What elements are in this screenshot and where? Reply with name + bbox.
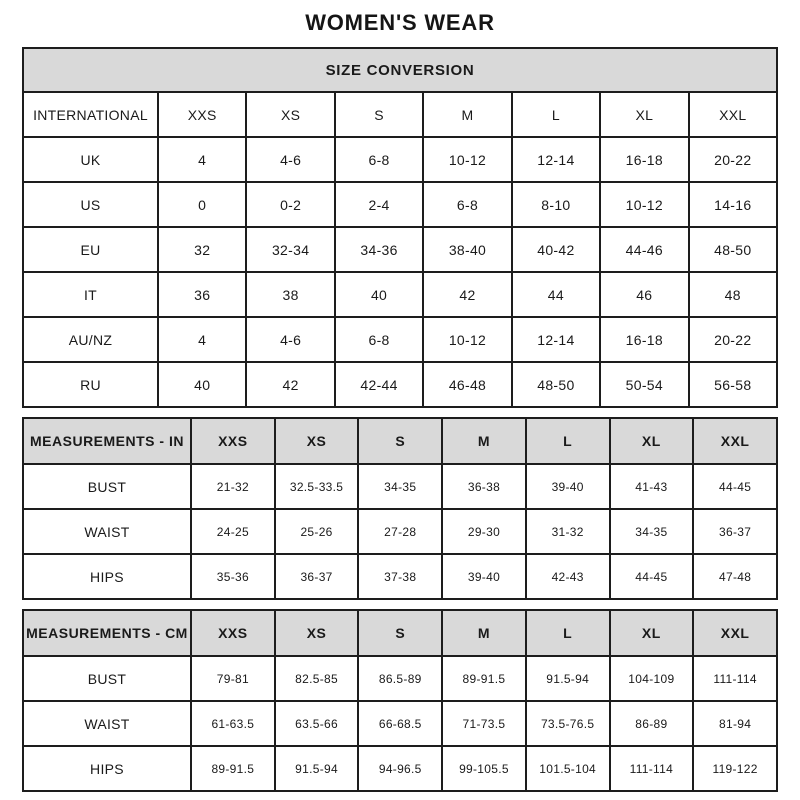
measurements-in-col-header: L xyxy=(526,418,610,464)
size-conversion-header-row xyxy=(23,92,777,137)
measurements-cm-col-header: L xyxy=(526,610,610,656)
size-conversion-value-cell: 42 xyxy=(246,362,334,407)
size-conversion-table xyxy=(22,47,778,408)
size-conversion-col-header: L xyxy=(512,92,600,137)
measurements-cm-value-cell: 86.5-89 xyxy=(358,656,442,701)
size-conversion-value-cell: 20-22 xyxy=(689,137,777,182)
measurements-in-value-cell: 37-38 xyxy=(358,554,442,599)
measurements-in-value-cell: 39-40 xyxy=(526,464,610,509)
size-conversion-value-cell: 4-6 xyxy=(246,317,334,362)
measurements-cm-table xyxy=(22,609,778,792)
measurements-in-value-cell: 25-26 xyxy=(275,509,359,554)
size-conversion-value-cell: 46-48 xyxy=(423,362,511,407)
measurements-in-value-cell: 32.5-33.5 xyxy=(275,464,359,509)
measurements-cm-col-header: M xyxy=(442,610,526,656)
measurements-in-value-cell: 24-25 xyxy=(191,509,275,554)
size-conversion-value-cell: 10-12 xyxy=(423,137,511,182)
measurements-cm-value-cell: 91.5-94 xyxy=(275,746,359,791)
size-conversion-value-cell: 36 xyxy=(158,272,246,317)
size-conversion-value-cell: 8-10 xyxy=(512,182,600,227)
measurements-in-header-row xyxy=(23,418,777,464)
table-row xyxy=(23,701,777,746)
size-conversion-value-cell: 48-50 xyxy=(512,362,600,407)
measurements-cm-value-cell: 89-91.5 xyxy=(442,656,526,701)
measurements-cm-value-cell: 111-114 xyxy=(610,746,694,791)
size-conversion-value-cell: 6-8 xyxy=(423,182,511,227)
measurements-cm-col-header: XS xyxy=(275,610,359,656)
size-conversion-title-cell: SIZE CONVERSION xyxy=(23,48,777,92)
size-conversion-col-header: S xyxy=(335,92,423,137)
measurements-in-col-header: S xyxy=(358,418,442,464)
size-conversion-value-cell: 12-14 xyxy=(512,137,600,182)
size-conversion-value-cell: 16-18 xyxy=(600,317,688,362)
measurements-cm-value-cell: 73.5-76.5 xyxy=(526,701,610,746)
measurements-cm-value-cell: 99-105.5 xyxy=(442,746,526,791)
size-conversion-row-label: EU xyxy=(23,227,158,272)
size-conversion-row-label: RU xyxy=(23,362,158,407)
size-conversion-value-cell: 10-12 xyxy=(600,182,688,227)
size-conversion-value-cell: 2-4 xyxy=(335,182,423,227)
measurements-in-value-cell: 34-35 xyxy=(358,464,442,509)
measurements-cm-value-cell: 111-114 xyxy=(693,656,777,701)
measurements-in-value-cell: 42-43 xyxy=(526,554,610,599)
measurements-in-value-cell: 44-45 xyxy=(693,464,777,509)
size-conversion-value-cell: 20-22 xyxy=(689,317,777,362)
page-title: WOMEN'S WEAR xyxy=(305,10,495,35)
measurements-cm-value-cell: 79-81 xyxy=(191,656,275,701)
size-conversion-value-cell: 44-46 xyxy=(600,227,688,272)
size-conversion-col-header: M xyxy=(423,92,511,137)
size-conversion-value-cell: 14-16 xyxy=(689,182,777,227)
measurements-in-value-cell: 27-28 xyxy=(358,509,442,554)
measurements-cm-row-label: HIPS xyxy=(23,746,191,791)
size-conversion-row-label: IT xyxy=(23,272,158,317)
measurements-cm-col-header: XL xyxy=(610,610,694,656)
size-conversion-value-cell: 10-12 xyxy=(423,317,511,362)
measurements-in-value-cell: 35-36 xyxy=(191,554,275,599)
table-row xyxy=(23,272,777,317)
size-conversion-value-cell: 42 xyxy=(423,272,511,317)
table-row xyxy=(23,554,777,599)
measurements-cm-header-row xyxy=(23,610,777,656)
size-conversion-value-cell: 40-42 xyxy=(512,227,600,272)
size-conversion-col-header: XXS xyxy=(158,92,246,137)
size-conversion-value-cell: 0 xyxy=(158,182,246,227)
size-conversion-row-label: UK xyxy=(23,137,158,182)
size-conversion-value-cell: 48-50 xyxy=(689,227,777,272)
measurements-in-row-label: WAIST xyxy=(23,509,191,554)
size-conversion-title-row xyxy=(23,48,777,92)
measurements-cm-value-cell: 66-68.5 xyxy=(358,701,442,746)
size-conversion-value-cell: 4 xyxy=(158,317,246,362)
size-conversion-value-cell: 0-2 xyxy=(246,182,334,227)
size-conversion-value-cell: 12-14 xyxy=(512,317,600,362)
measurements-cm-value-cell: 86-89 xyxy=(610,701,694,746)
table-row xyxy=(23,227,777,272)
size-conversion-value-cell: 44 xyxy=(512,272,600,317)
size-conversion-col-header: XL xyxy=(600,92,688,137)
table-row xyxy=(23,746,777,791)
table-row xyxy=(23,182,777,227)
size-conversion-value-cell: 38-40 xyxy=(423,227,511,272)
measurements-in-table xyxy=(22,417,778,600)
size-conversion-value-cell: 50-54 xyxy=(600,362,688,407)
measurements-in-value-cell: 39-40 xyxy=(442,554,526,599)
measurements-in-value-cell: 36-38 xyxy=(442,464,526,509)
size-conversion-col-header: XS xyxy=(246,92,334,137)
table-row xyxy=(23,317,777,362)
measurements-in-value-cell: 47-48 xyxy=(693,554,777,599)
size-conversion-value-cell: 46 xyxy=(600,272,688,317)
size-conversion-value-cell: 32 xyxy=(158,227,246,272)
size-conversion-value-cell: 34-36 xyxy=(335,227,423,272)
size-conversion-row-label: AU/NZ xyxy=(23,317,158,362)
size-conversion-row-label: US xyxy=(23,182,158,227)
table-row xyxy=(23,137,777,182)
size-conversion-value-cell: 4 xyxy=(158,137,246,182)
measurements-in-value-cell: 36-37 xyxy=(693,509,777,554)
size-conversion-col-header: XXL xyxy=(689,92,777,137)
size-conversion-value-cell: 42-44 xyxy=(335,362,423,407)
size-conversion-value-cell: 40 xyxy=(158,362,246,407)
measurements-cm-row-label: WAIST xyxy=(23,701,191,746)
table-row xyxy=(23,509,777,554)
measurements-cm-col-header: XXS xyxy=(191,610,275,656)
measurements-cm-corner-header: MEASUREMENTS - CM xyxy=(23,610,191,656)
measurements-cm-row-label: BUST xyxy=(23,656,191,701)
measurements-cm-col-header: XXL xyxy=(693,610,777,656)
measurements-in-corner-header: MEASUREMENTS - IN xyxy=(23,418,191,464)
table-row xyxy=(23,464,777,509)
size-conversion-value-cell: 6-8 xyxy=(335,317,423,362)
measurements-cm-value-cell: 81-94 xyxy=(693,701,777,746)
measurements-cm-value-cell: 82.5-85 xyxy=(275,656,359,701)
measurements-in-row-label: BUST xyxy=(23,464,191,509)
measurements-in-value-cell: 36-37 xyxy=(275,554,359,599)
measurements-in-col-header: XS xyxy=(275,418,359,464)
size-conversion-value-cell: 32-34 xyxy=(246,227,334,272)
measurements-in-col-header: XL xyxy=(610,418,694,464)
size-conversion-value-cell: 56-58 xyxy=(689,362,777,407)
table-row xyxy=(23,656,777,701)
size-conversion-value-cell: 38 xyxy=(246,272,334,317)
measurements-in-value-cell: 29-30 xyxy=(442,509,526,554)
size-conversion-value-cell: 6-8 xyxy=(335,137,423,182)
size-conversion-corner-header: INTERNATIONAL xyxy=(23,92,158,137)
measurements-cm-value-cell: 61-63.5 xyxy=(191,701,275,746)
measurements-cm-value-cell: 91.5-94 xyxy=(526,656,610,701)
measurements-cm-value-cell: 63.5-66 xyxy=(275,701,359,746)
measurements-cm-value-cell: 119-122 xyxy=(693,746,777,791)
measurements-cm-col-header: S xyxy=(358,610,442,656)
measurements-cm-value-cell: 101.5-104 xyxy=(526,746,610,791)
size-conversion-value-cell: 40 xyxy=(335,272,423,317)
measurements-in-value-cell: 44-45 xyxy=(610,554,694,599)
size-conversion-value-cell: 4-6 xyxy=(246,137,334,182)
measurements-cm-value-cell: 89-91.5 xyxy=(191,746,275,791)
measurements-cm-value-cell: 94-96.5 xyxy=(358,746,442,791)
measurements-in-col-header: M xyxy=(442,418,526,464)
size-conversion-value-cell: 16-18 xyxy=(600,137,688,182)
table-row xyxy=(23,362,777,407)
measurements-in-row-label: HIPS xyxy=(23,554,191,599)
measurements-in-col-header: XXS xyxy=(191,418,275,464)
measurements-in-value-cell: 34-35 xyxy=(610,509,694,554)
size-conversion-value-cell: 48 xyxy=(689,272,777,317)
measurements-in-value-cell: 21-32 xyxy=(191,464,275,509)
measurements-cm-value-cell: 104-109 xyxy=(610,656,694,701)
measurements-in-value-cell: 31-32 xyxy=(526,509,610,554)
measurements-cm-value-cell: 71-73.5 xyxy=(442,701,526,746)
measurements-in-value-cell: 41-43 xyxy=(610,464,694,509)
measurements-in-col-header: XXL xyxy=(693,418,777,464)
